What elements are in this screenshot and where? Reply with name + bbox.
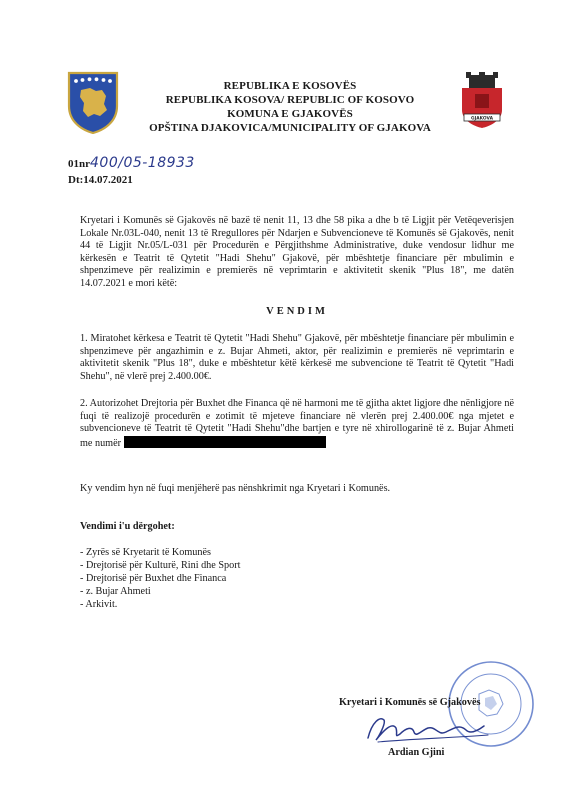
decision-heading: VENDIM bbox=[266, 306, 328, 317]
decision-point-1: 1. Miratohet kërkesa e Teatrit të Qytetit "Hadi Shehu" Gjakovë, për mbështetje financiare për mbulimin e shpenzimeve për angazhimin e z. Bujar Ahmeti, aktor, për realizimin e premierës në veprimtarin e aktivitetit skenik "Plus 18", duke e mbështetur këtë kërkesë me subvencione të Teatrit të Qytetit "Hadi Shehu", në vlerë prej 2.400.00€. bbox=[80, 333, 514, 382]
header-line-municipality-albanian: KOMUNA E GJAKOVËS bbox=[227, 108, 353, 120]
header-line-republic-albanian: REPUBLIKA E KOSOVËS bbox=[223, 80, 357, 92]
decision-point-2-text: 2. Autorizohet Drejtoria për Buxhet dhe Financa që në harmoni me të gjitha aktet ligjore dhe nënligjore në fuqi të realizojë procedurën e zotimit të mjeteve financiare në vlerën prej 2.400.00€ nga mjetet e subvencioneve të Teatrit të Qytetit "Hadi Shehu"dhe bartjen e tyre në xhirollogarinë të z. Bujar Ahmeti me numër bbox=[80, 398, 514, 449]
emblem-label: GJAKOVA bbox=[471, 116, 493, 122]
distribution-item: - Drejtorisë për Kulturë, Rini dhe Sport bbox=[80, 560, 241, 571]
distribution-item: - z. Bujar Ahmeti bbox=[80, 586, 151, 597]
distribution-title: Vendimi i'u dërgohet: bbox=[80, 521, 175, 532]
distribution-item: - Arkivit. bbox=[80, 599, 118, 610]
signatory-name: Ardian Gjini bbox=[388, 747, 445, 758]
distribution-item: - Zyrës së Kryetarit të Komunës bbox=[80, 547, 211, 558]
reference-label: 01nr bbox=[68, 158, 90, 170]
decision-point-2 bbox=[80, 398, 514, 450]
reference-number bbox=[68, 155, 195, 171]
intro-paragraph: Kryetari i Komunës së Gjakovës në bazë të nenit 11, 13 dhe 58 pika a dhe b të Ligjit për Vetëqeverisjen Lokale Nr.03L-040, nenit 13 të Rregullores për Ndarjen e Subvencioneve të Komunës së Gjakovës, nenit 44 të Ligjit Nr.05/L-031 për Procedurën e Përgjithshme Administrative, duke vendosur lidhur me kërkesën e Teatrit të Qytetit "Hadi Shehu" Gjakovë, për mbështetje financiare për mbulimin e shpenzimeve për realizimin e premierës në veprimtarin e aktivitetit skenik "Plus 18", me datën 14.07.2021 e mori këtë: bbox=[80, 215, 514, 289]
gjakova-municipality-emblem-icon bbox=[457, 70, 507, 130]
handwritten-signature bbox=[358, 708, 498, 748]
header-line-republic-multilang: REPUBLIKA KOSOVA/ REPUBLIC OF KOSOVO bbox=[165, 94, 415, 106]
distribution-list bbox=[80, 546, 240, 611]
header-line-municipality-multilang: OPŠTINA DJAKOVICA/MUNICIPALITY OF GJAKOVA bbox=[149, 122, 431, 134]
signatory-title: Kryetari i Komunës së Gjakovës bbox=[339, 697, 481, 708]
distribution-item: - Drejtorisë për Buxhet dhe Financa bbox=[80, 573, 227, 584]
reference-handwritten-number: 400/05-18933 bbox=[90, 155, 195, 171]
kosovo-coat-of-arms-icon bbox=[66, 70, 120, 134]
document-header bbox=[120, 79, 460, 135]
redacted-account-number bbox=[124, 436, 326, 448]
effective-clause: Ky vendim hyn në fuqi menjëherë pas nënshkrimit nga Kryetari i Komunës. bbox=[80, 483, 391, 494]
document-date: Dt:14.07.2021 bbox=[68, 174, 133, 186]
